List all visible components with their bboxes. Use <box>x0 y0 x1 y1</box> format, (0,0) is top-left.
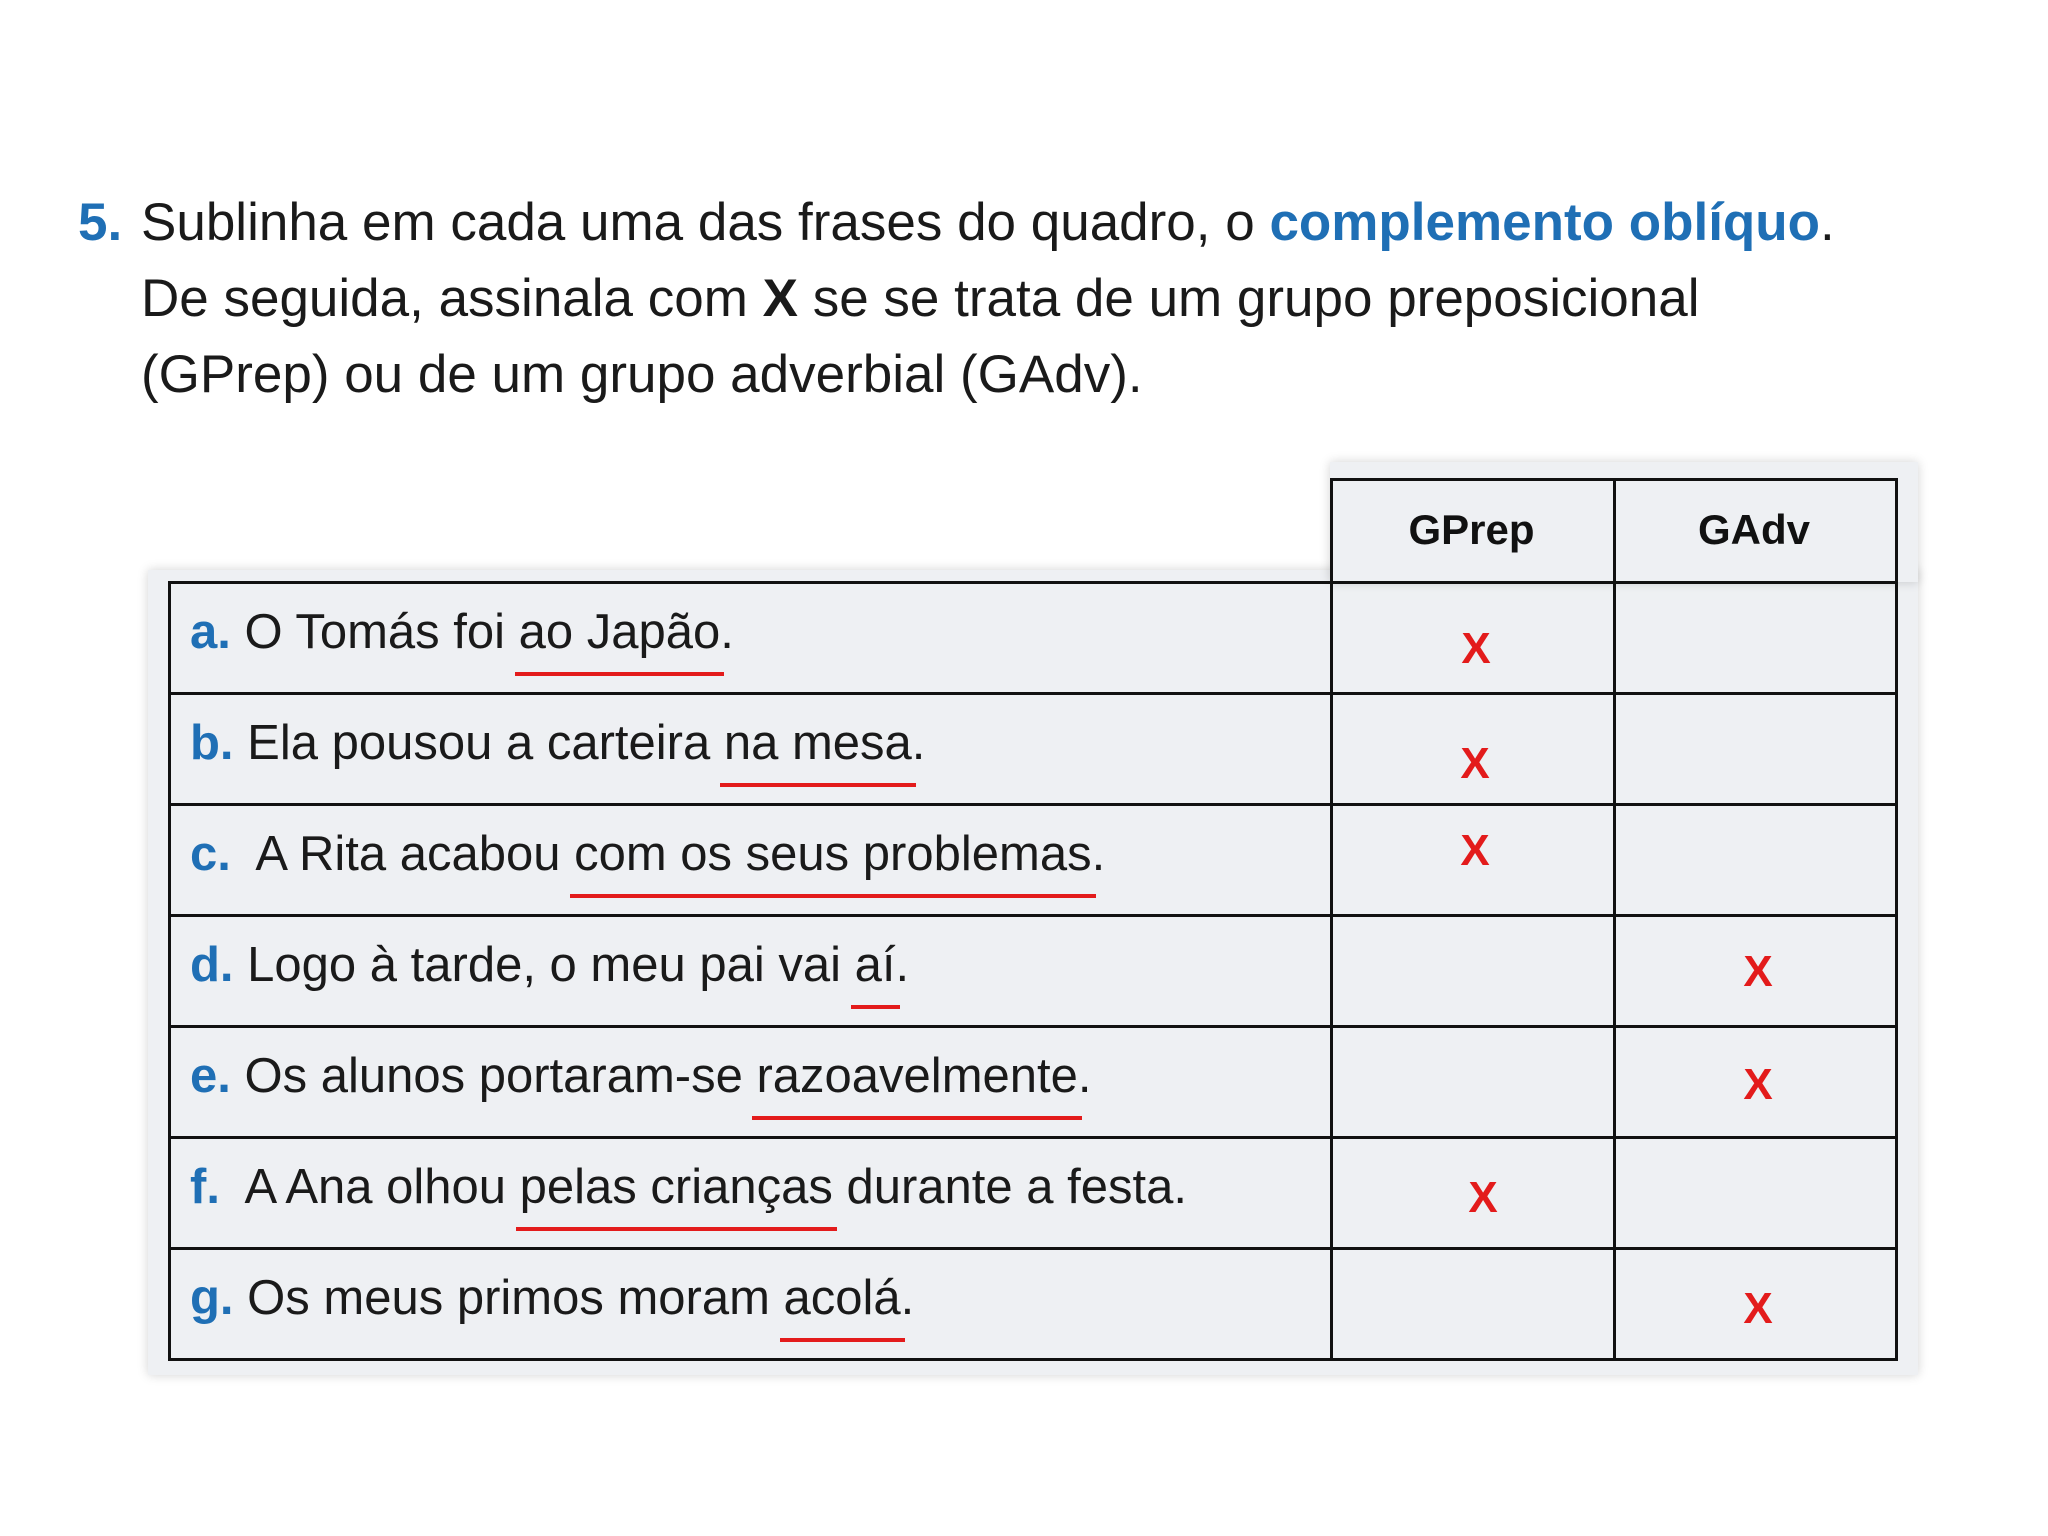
sentence-text: A Rita acabou <box>230 827 575 881</box>
table-row-sentence <box>190 604 734 660</box>
row-border <box>168 803 1898 806</box>
instruction-line-1 <box>78 185 1978 261</box>
underlined-complement: na mesa <box>723 716 912 770</box>
column-divider-gprep <box>1330 478 1333 1361</box>
instruction-line-2 <box>78 261 1978 337</box>
instruction-text-1: Sublinha em cada uma das frases do quadro, o <box>141 193 1270 252</box>
row-letter: g. <box>190 1271 234 1325</box>
instruction-line-3 <box>78 337 1978 413</box>
instruction-highlight: complemento oblíquo <box>1269 193 1821 252</box>
gprep-x-mark: X <box>1460 739 1490 788</box>
sentence-text-end: . <box>900 1271 915 1325</box>
table-right-border <box>1895 478 1898 1361</box>
exercise-instruction <box>78 185 1978 413</box>
sentence-text: Os meus primos moram <box>233 1271 784 1325</box>
sentence-text: A Ana olhou <box>219 1160 520 1214</box>
sentence-text-end: . <box>1077 1049 1092 1103</box>
row-letter: c. <box>190 827 231 881</box>
row-border <box>168 914 1898 917</box>
row-letter: f. <box>190 1160 220 1214</box>
row-border <box>168 1358 1898 1361</box>
instruction-text-2b: se se trata de um grupo preposicional <box>797 269 1700 328</box>
sentence-text-end: . <box>1091 827 1106 881</box>
gprep-x-mark: X <box>1460 826 1490 875</box>
column-divider-gadv <box>1613 478 1616 1361</box>
gadv-x-mark: X <box>1743 1060 1773 1109</box>
instruction-text-3: (GPrep) ou de um grupo adverbial (GAdv). <box>141 345 1143 404</box>
header-gadv: GAdv <box>1697 505 1810 553</box>
gadv-x-mark: X <box>1743 1284 1773 1333</box>
table-row-sentence <box>190 826 1105 882</box>
sentence-text-end: durante a festa. <box>832 1160 1188 1214</box>
header-gprep: GPrep <box>1408 505 1535 553</box>
row-border <box>168 692 1898 695</box>
row-border <box>168 1136 1898 1139</box>
underlined-complement: razoavelmente <box>756 1049 1078 1103</box>
row-letter: e. <box>190 1049 231 1103</box>
sentence-text: Ela pousou a carteira <box>233 716 724 770</box>
table-row-sentence <box>190 715 925 771</box>
underlined-complement: aí <box>854 938 896 992</box>
sentence-text-end: . <box>720 605 734 659</box>
table-row-sentence <box>190 937 909 993</box>
sentence-text: Os alunos portaram-se <box>230 1049 757 1103</box>
row-border <box>168 1247 1898 1250</box>
underlined-complement: acolá <box>783 1271 901 1325</box>
gprep-x-mark: X <box>1468 1173 1498 1222</box>
table-left-border <box>168 581 171 1361</box>
gadv-x-mark: X <box>1743 947 1773 996</box>
table-row-sentence <box>190 1159 1187 1215</box>
sentence-text-end: . <box>895 938 910 992</box>
row-border <box>168 581 1898 584</box>
underlined-complement: com os seus problemas <box>574 827 1092 881</box>
table-row-sentence <box>190 1048 1092 1104</box>
underlined-complement: pelas crianças <box>519 1160 833 1214</box>
gprep-x-mark: X <box>1461 624 1491 673</box>
table-row-sentence <box>190 1270 914 1326</box>
row-letter: d. <box>190 938 234 992</box>
row-border <box>168 1025 1898 1028</box>
row-letter: a. <box>190 605 231 659</box>
sentence-text-end: . <box>911 716 926 770</box>
instruction-text-2a: De seguida, assinala com <box>141 269 763 328</box>
underlined-complement: ao Japão <box>518 605 721 659</box>
sentence-text: O Tomás foi <box>230 605 519 659</box>
question-number: 5. <box>78 193 123 252</box>
row-letter: b. <box>190 716 234 770</box>
sentence-text: Logo à tarde, o meu pai vai <box>233 938 855 992</box>
instruction-period: . <box>1820 193 1835 252</box>
instruction-x-mark: X <box>762 269 798 328</box>
